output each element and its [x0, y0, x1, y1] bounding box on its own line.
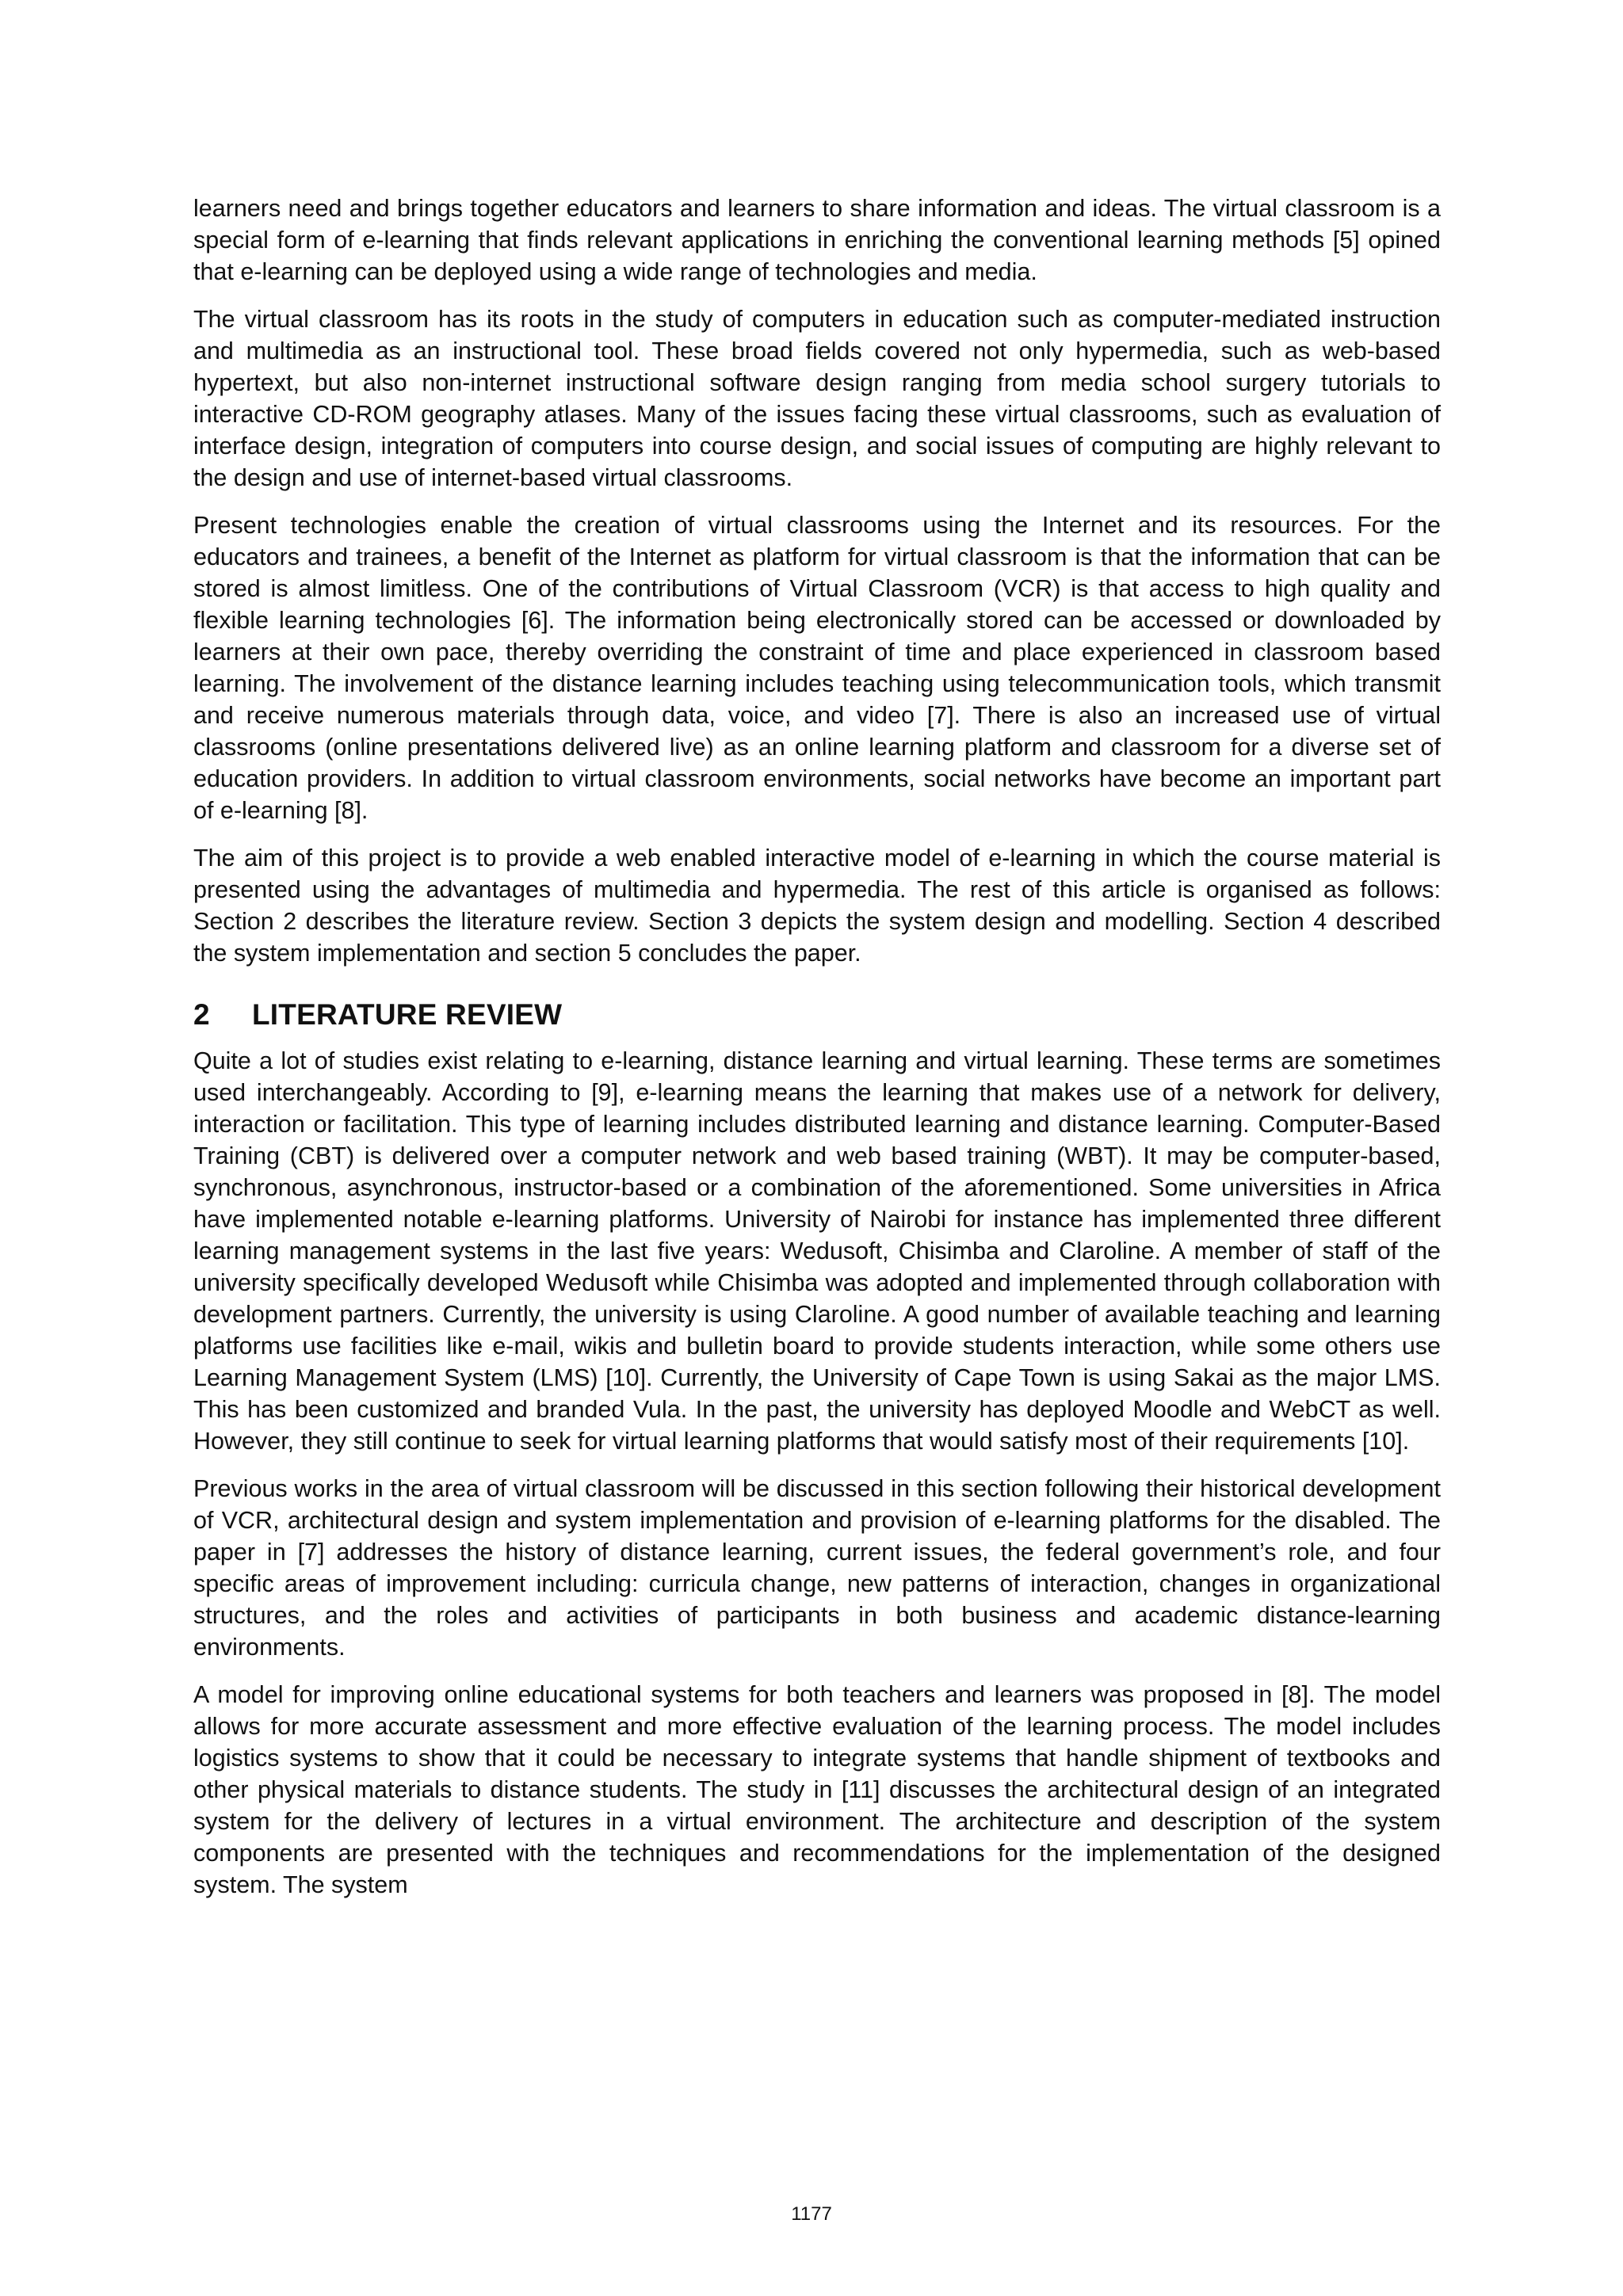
section-paragraph-3: A model for improving online educational systems for both teachers and learners was proposed in [8]. The model allows for more accurate assessment and more effective evaluation of the learning process. The model includes logistics systems to show that it could be necessary to integrate systems that handle shipment of textbooks and other physical materials to distance students. The study in [11] discusses the architectural design of an integrated system for the delivery of lectures in a virtual environment. The architecture and description of the system components are presented with the techniques and recommendations for the implementation of the designed system. The system: [193, 1681, 1441, 1898]
section-paragraph-2: Previous works in the area of virtual classroom will be discussed in this section following their historical development of VCR, architectural design and system implementation and provision of e-learning platforms for the disabled. The paper in [7] addresses the history of distance learning, current issues, the federal government’s role, and four specific areas of improvement including: curricula change, new patterns of interaction, changes in organizational structures, and the roles and activities of participants in both business and academic distance-learning environments.: [193, 1475, 1441, 1661]
intro-paragraph-4: The aim of this project is to provide a web enabled interactive model of e-learning in which the course material is presented using the advantages of multimedia and hypermedia. The rest of this article is organised as follows: Section 2 describes the literature review. Section 3 depicts the system design and modelling. Section 4 described the system implementation and section 5 concludes the paper.: [193, 845, 1441, 967]
intro-paragraph-1: learners need and brings together educators and learners to share information and ideas. The virtual classroom is a special form of e-learning that finds relevant applications in enriching the conventional learning methods [5] opined that e-learning can be deployed using a wide range of technologies and media.: [193, 195, 1441, 285]
page-content: [193, 193, 1441, 1917]
section-title: LITERATURE REVIEW: [252, 998, 563, 1031]
intro-paragraph-3: Present technologies enable the creation of virtual classrooms using the Internet and its resources. For the educators and trainees, a benefit of the Internet as platform for virtual classroom is that the information that can be stored is almost limitless. One of the contributions of Virtual Classroom (VCR) is that access to high quality and flexible learning technologies [6]. The information being electronically stored can be accessed or downloaded by learners at their own pace, thereby overriding the constraint of time and place experienced in classroom based learning. The involvement of the distance learning includes teaching using telecommunication tools, which transmit and receive numerous materials through data, voice, and video [7]. There is also an increased use of virtual classrooms (online presentations delivered live) as an online learning platform and classroom for a diverse set of education providers. In addition to virtual classroom environments, social networks have become an important part of e-learning [8].: [193, 512, 1441, 824]
section-number: 2: [193, 998, 210, 1031]
section-heading: [193, 996, 1441, 1034]
section-paragraph-1: Quite a lot of studies exist relating to e-learning, distance learning and virtual learning. These terms are sometimes used interchangeably. According to [9], e-learning means the learning that makes use of a network for delivery, interaction or facilitation. This type of learning includes distributed learning and distance learning. Computer-Based Training (CBT) is delivered over a computer network and web based training (WBT). It may be computer-based, synchronous, asynchronous, instructor-based or a combination of the aforementioned. Some universities in Africa have implemented notable e-learning platforms. University of Nairobi for instance has implemented three different learning management systems in the last five years: Wedusoft, Chisimba and Claroline. A member of staff of the university specifically developed Wedusoft while Chisimba was adopted and implemented through collaboration with development partners. Currently, the university is using Claroline. A good number of available teaching and learning platforms use facilities like e-mail, wikis and bulletin board to provide students interaction, while some others use Learning Management System (LMS) [10]. Currently, the University of Cape Town is using Sakai as the major LMS. This has been customized and branded Vula. In the past, the university has deployed Moodle and WebCT as well. However, they still continue to seek for virtual learning platforms that would satisfy most of their requirements [10].: [193, 1047, 1441, 1455]
page-number: 1177: [791, 2203, 832, 2225]
intro-paragraph-2: The virtual classroom has its roots in the study of computers in education such as computer-mediated instruction and multimedia as an instructional tool. These broad fields covered not only hypermedia, such as web-based hypertext, but also non-internet instructional software design ranging from media school surgery tutorials to interactive CD-ROM geography atlases. Many of the issues facing these virtual classrooms, such as evaluation of interface design, integration of computers into course design, and social issues of computing are highly relevant to the design and use of internet-based virtual classrooms.: [193, 306, 1441, 491]
